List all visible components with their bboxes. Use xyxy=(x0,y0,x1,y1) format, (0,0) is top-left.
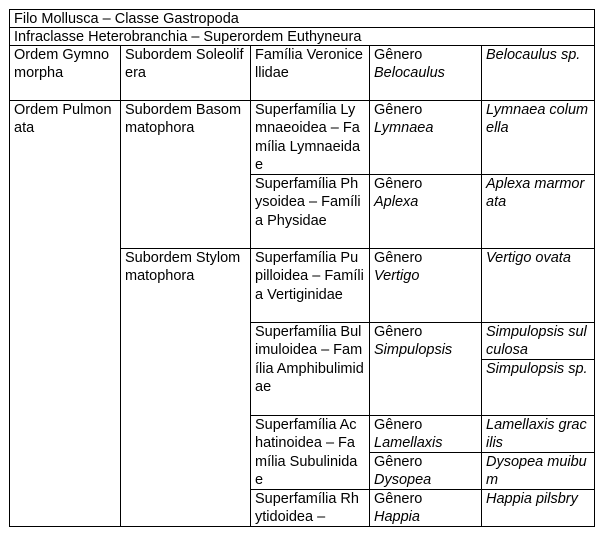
superfamilia-lymnaeoidea-cell: Superfamília Lymnaeoidea – Família Lymnaeidae xyxy=(250,100,370,175)
genero-dysopea-cell: Gênero Dysopea xyxy=(369,452,482,490)
superfamilia-achatinoidea-cell: Superfamília Achatinoidea – Família Subulinidae xyxy=(250,415,370,490)
genero-lamellaxis-cell: Gênero Lamellaxis xyxy=(369,415,482,453)
especie-vertigo-ovata-cell: Vertigo ovata xyxy=(481,248,595,323)
header-row-phylum-class: Filo Mollusca – Classe Gastropoda xyxy=(9,9,595,28)
familia-veronicellidae-cell: Família Veronicellidae xyxy=(250,45,370,101)
genero-vertigo-cell: Gênero Vertigo xyxy=(369,248,482,323)
genero-simpulopsis-cell: Gênero Simpulopsis xyxy=(369,322,482,416)
superfamilia-pupilloidea-cell: Superfamília Pupilloidea – Família Vertiginidae xyxy=(250,248,370,323)
superfamilia-rhytidoidea-cell: Superfamília Rhytidoidea – xyxy=(250,489,370,527)
taxonomy-table xyxy=(9,9,595,527)
especie-simpulopsis-sp-cell: Simpulopsis sp. xyxy=(481,359,595,416)
especie-lymnaea-columella-cell: Lymnaea columella xyxy=(481,100,595,175)
especie-belocaulus-cell: Belocaulus sp. xyxy=(481,45,595,101)
genero-lymnaea-cell: Gênero Lymnaea xyxy=(369,100,482,175)
genero-happia-cell: Gênero Happia xyxy=(369,489,482,527)
especie-dysopea-muibum-cell: Dysopea muibum xyxy=(481,452,595,490)
subordem-basommatophora-cell: Subordem Basommatophora xyxy=(120,100,251,249)
especie-aplexa-marmorata-cell: Aplexa marmorata xyxy=(481,174,595,249)
subordem-soleolifera-cell: Subordem Soleolifera xyxy=(120,45,251,101)
superfamilia-bulimuloidea-cell: Superfamília Bulimuloidea – Família Amphibulimidae xyxy=(250,322,370,416)
especie-happia-pilsbry-cell: Happia pilsbry xyxy=(481,489,595,527)
especie-lamellaxis-gracilis-cell: Lamellaxis gracilis xyxy=(481,415,595,453)
header-row-infraclass-superorder: Infraclasse Heterobranchia – Superordem Euthyneura xyxy=(9,27,595,46)
especie-simpulopsis-sulculosa-cell: Simpulopsis sulculosa xyxy=(481,322,595,360)
genero-belocaulus-cell: Gênero Belocaulus xyxy=(369,45,482,101)
ordem-pulmonata-cell: Ordem Pulmonata xyxy=(9,100,121,527)
ordem-gymnomorpha-cell: Ordem Gymnomorpha xyxy=(9,45,121,101)
subordem-stylommatophora-cell: Subordem Stylommatophora xyxy=(120,248,251,527)
genero-aplexa-cell: Gênero Aplexa xyxy=(369,174,482,249)
superfamilia-physoidea-cell: Superfamília Physoidea – Família Physidae xyxy=(250,174,370,249)
